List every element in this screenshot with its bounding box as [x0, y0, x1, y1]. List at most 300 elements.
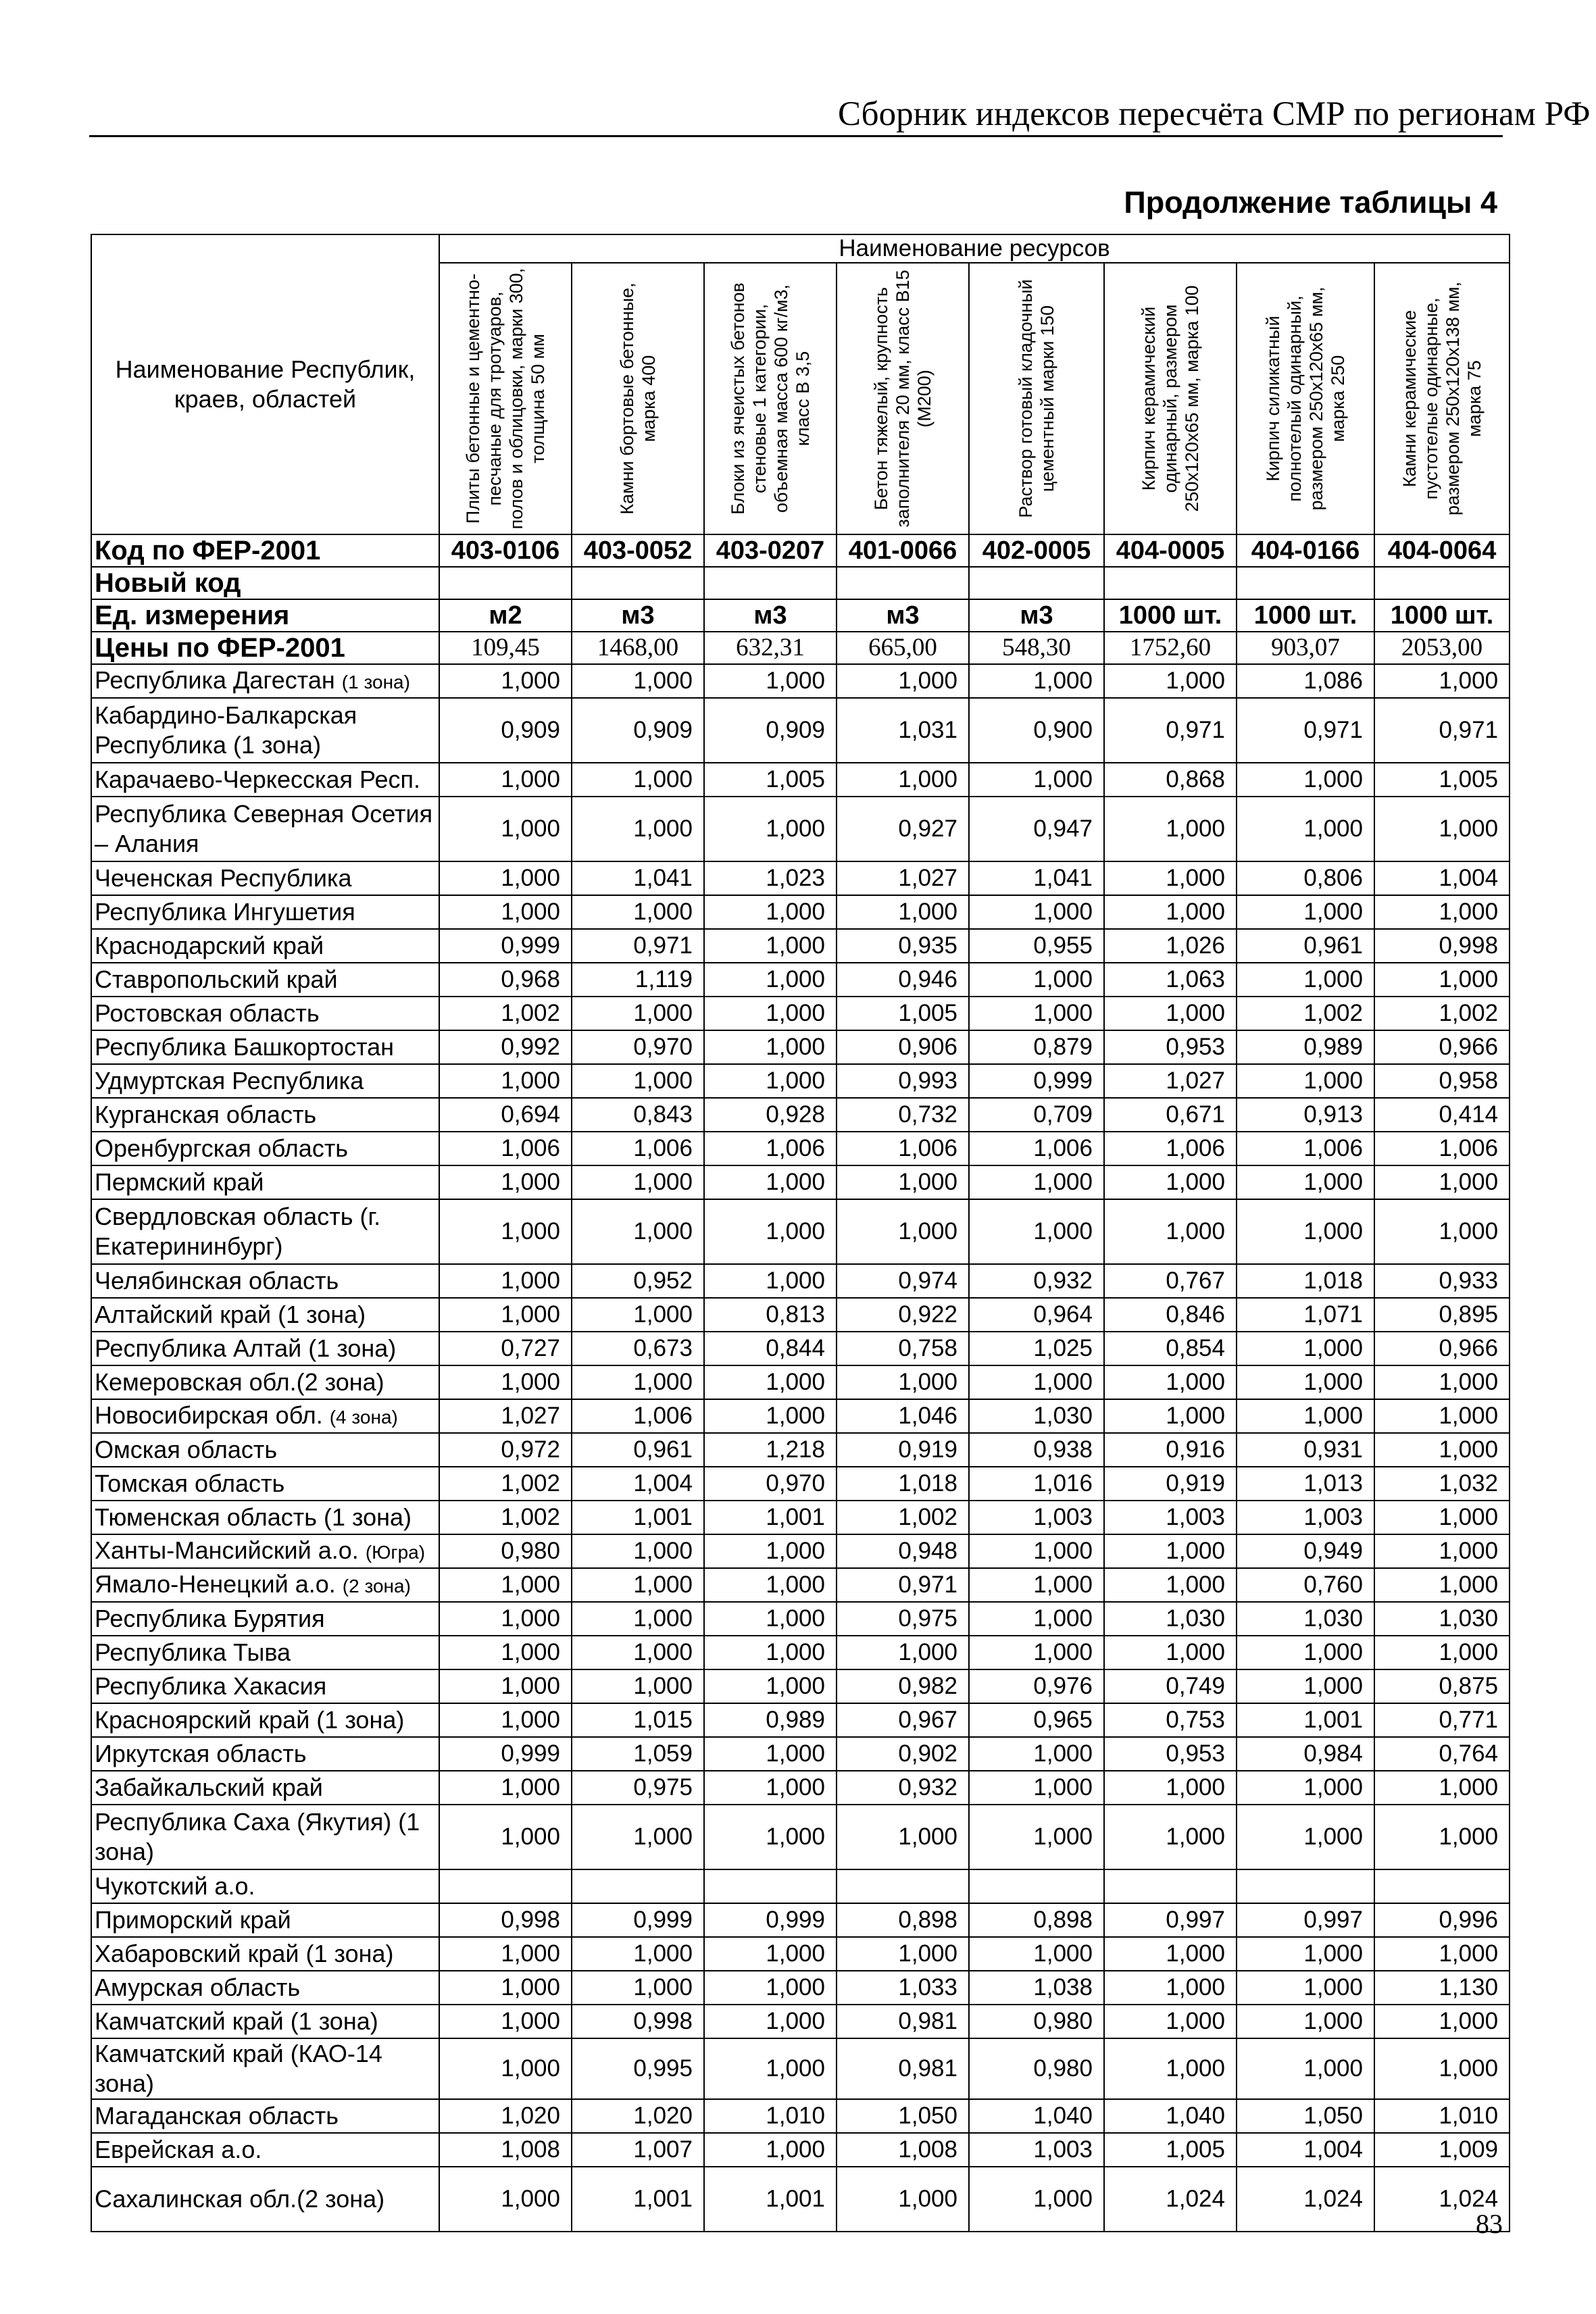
index-value-cell: 1,000	[1104, 797, 1237, 861]
index-value-cell: 1,041	[969, 861, 1104, 895]
index-value-cell: 1,000	[1237, 1971, 1374, 2005]
unit-row-label: Ед. измерения	[91, 599, 439, 632]
region-zone-note: (4 зона)	[329, 1406, 398, 1428]
index-value-cell: 0,953	[1104, 1030, 1237, 1064]
price-row-label: Цены по ФЕР-2001	[91, 632, 439, 664]
index-value-cell: 1,000	[704, 1805, 837, 1869]
resource-header-cell	[837, 263, 969, 534]
region-name: Республика Алтай (1 зона)	[95, 1334, 397, 1362]
index-value-cell: 1,000	[1374, 1771, 1510, 1805]
index-value-cell: 0,955	[969, 929, 1104, 963]
table-row	[91, 1703, 1510, 1737]
index-value-cell: 0,976	[969, 1669, 1104, 1703]
index-value-cell: 1,003	[969, 2133, 1104, 2167]
region-name: Оренбургская область	[95, 1134, 349, 1162]
index-value-cell: 0,980	[439, 1534, 572, 1568]
index-value-cell: 1,000	[1104, 1534, 1237, 1568]
table-continuation-title: Продолжение таблицы 4	[1124, 185, 1497, 220]
index-value-cell: 1,038	[969, 1971, 1104, 2005]
index-value-cell: 0,958	[1374, 1064, 1510, 1098]
index-value-cell: 1,000	[1104, 1568, 1237, 1602]
index-value-cell: 1,000	[704, 797, 837, 861]
index-value-cell: 1,032	[1374, 1467, 1510, 1501]
index-value-cell: 0,927	[837, 797, 969, 861]
region-name: Свердловская область (г. Екатерининбург)	[95, 1203, 381, 1260]
index-value-cell: 1,000	[1104, 1971, 1237, 2005]
table-row	[91, 2038, 1510, 2099]
region-name: Хабаровский край (1 зона)	[95, 1940, 394, 1967]
index-value-cell: 1,000	[704, 1737, 837, 1771]
index-value-cell: 1,000	[969, 1365, 1104, 1399]
resource-header-text: Камни керамические пустотелые одинарные, размером 250х120х138 мм, марка 75	[1399, 281, 1485, 516]
index-value-cell	[572, 1869, 704, 1903]
index-value-cell: 1,006	[704, 1132, 837, 1165]
region-name-cell	[91, 1332, 439, 1365]
index-value-cell: 0,928	[704, 1098, 837, 1132]
price-cell: 632,31	[704, 632, 837, 664]
index-value-cell: 1,000	[1237, 1937, 1374, 1971]
index-value-cell: 1,000	[439, 895, 572, 929]
table-row	[91, 1805, 1510, 1869]
index-value-cell: 1,013	[1237, 1467, 1374, 1501]
resource-header-cell	[1104, 263, 1237, 534]
index-value-cell: 0,758	[837, 1332, 969, 1365]
index-value-cell: 0,868	[1104, 763, 1237, 797]
index-value-cell: 1,000	[1104, 1771, 1237, 1805]
resource-header-cell	[1374, 263, 1510, 534]
index-value-cell: 1,000	[837, 2167, 969, 2232]
unit-cell: м3	[837, 599, 969, 632]
region-name: Республика Саха (Якутия) (1 зона)	[95, 1808, 420, 1865]
region-name: Республика Хакасия	[95, 1672, 327, 1700]
resource-code-cell: 403-0207	[704, 534, 837, 567]
new-code-cell	[837, 567, 969, 599]
index-value-cell: 0,998	[572, 2005, 704, 2038]
region-name-cell	[91, 797, 439, 861]
index-value-cell	[1374, 1869, 1510, 1903]
index-value-cell: 0,414	[1374, 1098, 1510, 1132]
index-value-cell: 1,000	[1104, 664, 1237, 698]
index-value-cell: 1,000	[572, 1298, 704, 1332]
region-name-cell	[91, 1869, 439, 1903]
index-value-cell: 0,806	[1237, 861, 1374, 895]
index-value-cell: 1,000	[1374, 1433, 1510, 1467]
index-value-cell: 1,000	[1237, 2005, 1374, 2038]
index-value-cell: 1,000	[1374, 664, 1510, 698]
index-value-cell: 1,000	[572, 1602, 704, 1636]
index-value-cell: 1,027	[837, 861, 969, 895]
table-row	[91, 2099, 1510, 2133]
index-value-cell: 0,922	[837, 1298, 969, 1332]
region-name: Красноярский край (1 зона)	[95, 1706, 405, 1734]
region-name: Курганская область	[95, 1101, 317, 1128]
index-value-cell: 0,966	[1374, 1030, 1510, 1064]
index-value-cell: 1,000	[704, 1669, 837, 1703]
region-name-cell	[91, 1602, 439, 1636]
region-name-cell	[91, 1365, 439, 1399]
index-value-cell: 1,000	[704, 1030, 837, 1064]
index-value-cell: 1,006	[1374, 1132, 1510, 1165]
index-value-cell: 0,971	[1104, 698, 1237, 763]
region-name-cell	[91, 2038, 439, 2099]
index-value-cell: 1,000	[1104, 1805, 1237, 1869]
index-value-cell: 1,000	[439, 1298, 572, 1332]
region-name-cell	[91, 1399, 439, 1433]
index-value-cell: 0,913	[1237, 1098, 1374, 1132]
index-value-cell: 0,953	[1104, 1737, 1237, 1771]
index-value-cell: 1,000	[1374, 1165, 1510, 1199]
index-value-cell: 1,001	[704, 1501, 837, 1534]
header-rule	[89, 135, 1503, 137]
index-value-cell: 1,000	[1374, 1501, 1510, 1534]
index-value-cell: 0,981	[837, 2038, 969, 2099]
index-value-cell: 1,000	[439, 2005, 572, 2038]
index-value-cell: 1,000	[439, 1636, 572, 1669]
price-cell: 903,07	[1237, 632, 1374, 664]
index-value-cell: 1,000	[1104, 1365, 1237, 1399]
table-row	[91, 698, 1510, 763]
index-value-cell: 1,000	[572, 1805, 704, 1869]
index-value-cell: 1,006	[439, 1132, 572, 1165]
region-name: Республика Башкортостан	[95, 1033, 395, 1061]
unit-cell: м2	[439, 599, 572, 632]
index-value-cell: 0,996	[1374, 1903, 1510, 1937]
index-value-cell: 1,005	[837, 997, 969, 1030]
index-value-cell: 0,909	[572, 698, 704, 763]
region-name-cell	[91, 698, 439, 763]
region-name: Республика Тыва	[95, 1638, 291, 1666]
index-value-cell: 1,000	[969, 1165, 1104, 1199]
index-value-cell: 1,000	[572, 763, 704, 797]
index-value-cell: 1,046	[837, 1399, 969, 1433]
index-value-cell: 0,964	[969, 1298, 1104, 1332]
region-name-cell	[91, 1433, 439, 1467]
unit-cell: м3	[969, 599, 1104, 632]
index-value-cell: 1,000	[1374, 1568, 1510, 1602]
index-value-cell: 1,030	[1104, 1602, 1237, 1636]
index-value-cell: 1,000	[704, 2038, 837, 2099]
table-row	[91, 997, 1510, 1030]
table-row	[91, 2133, 1510, 2167]
index-value-cell: 1,000	[572, 664, 704, 698]
index-value-cell: 0,749	[1104, 1669, 1237, 1703]
index-value-cell: 1,000	[837, 1805, 969, 1869]
index-value-cell: 0,854	[1104, 1332, 1237, 1365]
region-name-cell	[91, 1501, 439, 1534]
index-value-cell: 1,000	[1104, 2038, 1237, 2099]
index-value-cell: 1,030	[1237, 1602, 1374, 1636]
index-value-cell: 1,000	[1104, 2005, 1237, 2038]
region-name: Еврейская а.о.	[95, 2136, 262, 2163]
table-row	[91, 1534, 1510, 1568]
index-value-cell: 1,001	[704, 2167, 837, 2232]
resource-header-text: Кирпич керамический одинарный, размером 250х120х65 мм, марка 100	[1139, 285, 1202, 512]
index-value-cell	[439, 1869, 572, 1903]
index-value-cell: 0,843	[572, 1098, 704, 1132]
index-value-cell: 1,000	[572, 1971, 704, 2005]
resources-group-header: Наименование ресурсов	[439, 234, 1510, 263]
index-value-cell: 1,000	[969, 1937, 1104, 1971]
index-value-cell: 0,975	[572, 1771, 704, 1805]
table-row	[91, 1669, 1510, 1703]
index-value-cell: 1,000	[704, 1568, 837, 1602]
index-value-cell: 0,946	[837, 963, 969, 997]
price-cell: 665,00	[837, 632, 969, 664]
index-value-cell: 1,003	[1104, 1501, 1237, 1534]
resource-code-cell: 401-0066	[837, 534, 969, 567]
index-value-cell: 1,016	[969, 1467, 1104, 1501]
index-value-cell: 0,844	[704, 1332, 837, 1365]
index-value-cell: 1,000	[1237, 1399, 1374, 1433]
table-row	[91, 1568, 1510, 1602]
index-value-cell: 1,000	[1374, 1399, 1510, 1433]
unit-cell: 1000 шт.	[1104, 599, 1237, 632]
index-value-cell: 1,000	[969, 664, 1104, 698]
region-name: Республика Северная Осетия – Алания	[95, 800, 433, 857]
region-name: Республика Ингушетия	[95, 898, 355, 926]
index-value-cell: 1,000	[572, 1534, 704, 1568]
index-value-cell: 1,071	[1237, 1298, 1374, 1332]
resource-header-text: Бетон тяжелый, крупность заполнителя 20 мм, класс В15 (М200)	[871, 270, 934, 528]
index-value-cell: 0,709	[969, 1098, 1104, 1132]
new-code-cell	[704, 567, 837, 599]
table-row	[91, 797, 1510, 861]
index-value-cell: 1,000	[969, 1602, 1104, 1636]
region-name: Камчатский край (1 зона)	[95, 2007, 378, 2035]
index-value-cell: 1,000	[439, 1568, 572, 1602]
index-value-cell: 1,000	[572, 1636, 704, 1669]
index-value-cell: 1,000	[572, 895, 704, 929]
index-value-cell: 1,000	[1237, 1064, 1374, 1098]
index-value-cell: 1,000	[1237, 963, 1374, 997]
index-value-cell: 0,948	[837, 1534, 969, 1568]
index-value-cell: 1,027	[439, 1399, 572, 1433]
index-value-cell: 1,000	[439, 664, 572, 698]
index-value-cell: 1,000	[1374, 1199, 1510, 1264]
index-value-cell: 0,673	[572, 1332, 704, 1365]
index-value-cell: 1,000	[572, 1669, 704, 1703]
region-name-cell	[91, 1165, 439, 1199]
index-value-cell: 1,000	[969, 763, 1104, 797]
index-value-cell: 1,000	[969, 2167, 1104, 2232]
index-value-cell: 1,000	[1104, 895, 1237, 929]
region-name-cell	[91, 895, 439, 929]
index-value-cell: 0,998	[1374, 929, 1510, 963]
index-value-cell: 1,000	[1104, 997, 1237, 1030]
region-name: Челябинская область	[95, 1267, 339, 1294]
region-name-cell	[91, 1568, 439, 1602]
price-cell: 1752,60	[1104, 632, 1237, 664]
index-value-cell: 0,981	[837, 2005, 969, 2038]
index-value-cell: 1,000	[1374, 2038, 1510, 2099]
index-value-cell	[837, 1869, 969, 1903]
table-row	[91, 1064, 1510, 1098]
index-value-cell: 1,024	[1237, 2167, 1374, 2232]
index-value-cell: 0,967	[837, 1703, 969, 1737]
region-name-cell	[91, 1064, 439, 1098]
index-value-cell: 0,732	[837, 1098, 969, 1132]
index-value-cell: 1,000	[704, 2133, 837, 2167]
index-value-cell: 1,000	[704, 2005, 837, 2038]
index-value-cell: 1,000	[837, 763, 969, 797]
new-code-cell	[572, 567, 704, 599]
table-row	[91, 1199, 1510, 1264]
region-name-cell	[91, 2005, 439, 2038]
index-value-cell: 0,970	[572, 1030, 704, 1064]
index-value-cell: 1,040	[1104, 2099, 1237, 2133]
index-value-cell: 1,000	[704, 963, 837, 997]
table-row	[91, 1165, 1510, 1199]
index-value-cell: 0,982	[837, 1669, 969, 1703]
index-value-cell: 0,999	[704, 1903, 837, 1937]
index-value-cell: 1,000	[1374, 1805, 1510, 1869]
index-value-cell: 1,000	[572, 1064, 704, 1098]
index-value-cell: 1,000	[1374, 1636, 1510, 1669]
index-value-cell: 1,000	[439, 1771, 572, 1805]
region-name-cell	[91, 1771, 439, 1805]
index-value-cell: 1,000	[439, 1703, 572, 1737]
index-value-cell: 0,909	[439, 698, 572, 763]
index-value-cell: 0,932	[969, 1264, 1104, 1298]
index-value-cell: 1,008	[837, 2133, 969, 2167]
index-value-cell: 1,000	[704, 1199, 837, 1264]
index-value-cell: 0,970	[704, 1467, 837, 1501]
new-code-cell	[969, 567, 1104, 599]
index-value-cell: 1,000	[704, 895, 837, 929]
region-name: Ростовская область	[95, 999, 320, 1027]
table-row	[91, 861, 1510, 895]
index-value-cell: 0,980	[969, 2038, 1104, 2099]
index-value-cell: 0,760	[1237, 1568, 1374, 1602]
index-value-cell: 1,000	[969, 1805, 1104, 1869]
index-value-cell: 1,000	[704, 1636, 837, 1669]
index-value-cell: 1,000	[1374, 895, 1510, 929]
region-name-cell	[91, 1264, 439, 1298]
table-row	[91, 664, 1510, 698]
index-value-cell: 0,984	[1237, 1737, 1374, 1771]
unit-cell: 1000 шт.	[1237, 599, 1374, 632]
index-value-cell: 0,998	[439, 1903, 572, 1937]
region-name-cell	[91, 1737, 439, 1771]
index-value-cell: 1,086	[1237, 664, 1374, 698]
region-name: Забайкальский край	[95, 1774, 323, 1801]
index-value-cell: 1,000	[439, 797, 572, 861]
index-value-cell: 1,002	[1237, 997, 1374, 1030]
index-value-cell: 0,989	[704, 1703, 837, 1737]
regional-index-table	[91, 234, 1510, 2232]
index-value-cell: 1,024	[1374, 2167, 1510, 2232]
index-value-cell: 0,879	[969, 1030, 1104, 1064]
index-value-cell: 1,002	[837, 1501, 969, 1534]
index-value-cell: 0,875	[1374, 1669, 1510, 1703]
table-row	[91, 1869, 1510, 1903]
index-value-cell: 0,727	[439, 1332, 572, 1365]
index-value-cell: 1,000	[572, 1937, 704, 1971]
index-value-cell: 1,000	[439, 861, 572, 895]
region-name: Республика Дагестан	[95, 665, 335, 694]
index-value-cell: 1,063	[1104, 963, 1237, 997]
index-value-cell: 0,902	[837, 1737, 969, 1771]
resource-code-cell: 403-0052	[572, 534, 704, 567]
index-value-cell: 1,026	[1104, 929, 1237, 963]
index-value-cell: 1,031	[837, 698, 969, 763]
index-value-cell: 1,000	[969, 963, 1104, 997]
index-value-cell: 1,000	[439, 2167, 572, 2232]
index-value-cell: 1,000	[837, 1165, 969, 1199]
region-name-cell	[91, 1703, 439, 1737]
index-value-cell: 1,000	[439, 1165, 572, 1199]
table-row	[91, 1636, 1510, 1669]
index-value-cell: 1,000	[1237, 1199, 1374, 1264]
index-value-cell: 1,002	[439, 1501, 572, 1534]
index-value-cell: 1,000	[439, 1365, 572, 1399]
code-row-label: Код по ФЕР-2001	[91, 534, 439, 567]
region-name: Чеченская Республика	[95, 864, 352, 892]
index-value-cell: 0,949	[1237, 1534, 1374, 1568]
table-row	[91, 2005, 1510, 2038]
region-name: Ханты-Мансийский а.о.	[95, 1536, 359, 1564]
region-name-cell	[91, 1467, 439, 1501]
index-value-cell: 0,900	[969, 698, 1104, 763]
table-row	[91, 963, 1510, 997]
index-value-cell: 0,961	[572, 1433, 704, 1467]
index-value-cell: 0,961	[1237, 929, 1374, 963]
region-name: Республика Бурятия	[95, 1605, 325, 1632]
index-value-cell: 1,000	[1374, 963, 1510, 997]
index-value-cell: 1,000	[439, 1602, 572, 1636]
table-row	[91, 1467, 1510, 1501]
table-row	[91, 1365, 1510, 1399]
table-row	[91, 2167, 1510, 2232]
index-value-cell: 0,999	[572, 1903, 704, 1937]
price-cell: 1468,00	[572, 632, 704, 664]
index-value-cell: 1,023	[704, 861, 837, 895]
region-name: Томская область	[95, 1469, 285, 1497]
index-value-cell: 0,895	[1374, 1298, 1510, 1332]
index-value-cell: 1,000	[1237, 1669, 1374, 1703]
region-name: Иркутская область	[95, 1740, 307, 1767]
index-value-cell: 0,671	[1104, 1098, 1237, 1132]
index-value-cell: 0,771	[1374, 1703, 1510, 1737]
index-value-cell: 1,000	[1237, 1365, 1374, 1399]
index-value-cell: 1,041	[572, 861, 704, 895]
index-value-cell: 1,000	[704, 1165, 837, 1199]
region-name: Пермский край	[95, 1168, 264, 1196]
index-value-cell: 1,000	[704, 1937, 837, 1971]
resource-header-text: Камни бортовые бетонные, марка 400	[617, 282, 659, 515]
index-value-cell: 0,989	[1237, 1030, 1374, 1064]
region-name-cell	[91, 1534, 439, 1568]
index-value-cell: 1,001	[1237, 1703, 1374, 1737]
index-value-cell: 1,000	[1237, 1165, 1374, 1199]
index-value-cell	[969, 1869, 1104, 1903]
index-value-cell: 1,000	[969, 997, 1104, 1030]
index-value-cell: 1,004	[572, 1467, 704, 1501]
region-name-cell	[91, 1298, 439, 1332]
region-zone-note: (Югра)	[365, 1541, 426, 1563]
index-value-cell: 0,933	[1374, 1264, 1510, 1298]
resource-header-cell	[969, 263, 1104, 534]
index-value-cell: 1,006	[1237, 1132, 1374, 1165]
unit-cell: м3	[704, 599, 837, 632]
index-value-cell: 1,030	[969, 1399, 1104, 1433]
index-value-cell: 0,971	[1374, 698, 1510, 763]
region-name: Приморский край	[95, 1906, 291, 1934]
index-value-cell: 1,000	[969, 1737, 1104, 1771]
index-value-cell: 1,000	[572, 1165, 704, 1199]
region-name: Ставропольский край	[95, 965, 338, 993]
index-value-cell: 1,000	[704, 1064, 837, 1098]
